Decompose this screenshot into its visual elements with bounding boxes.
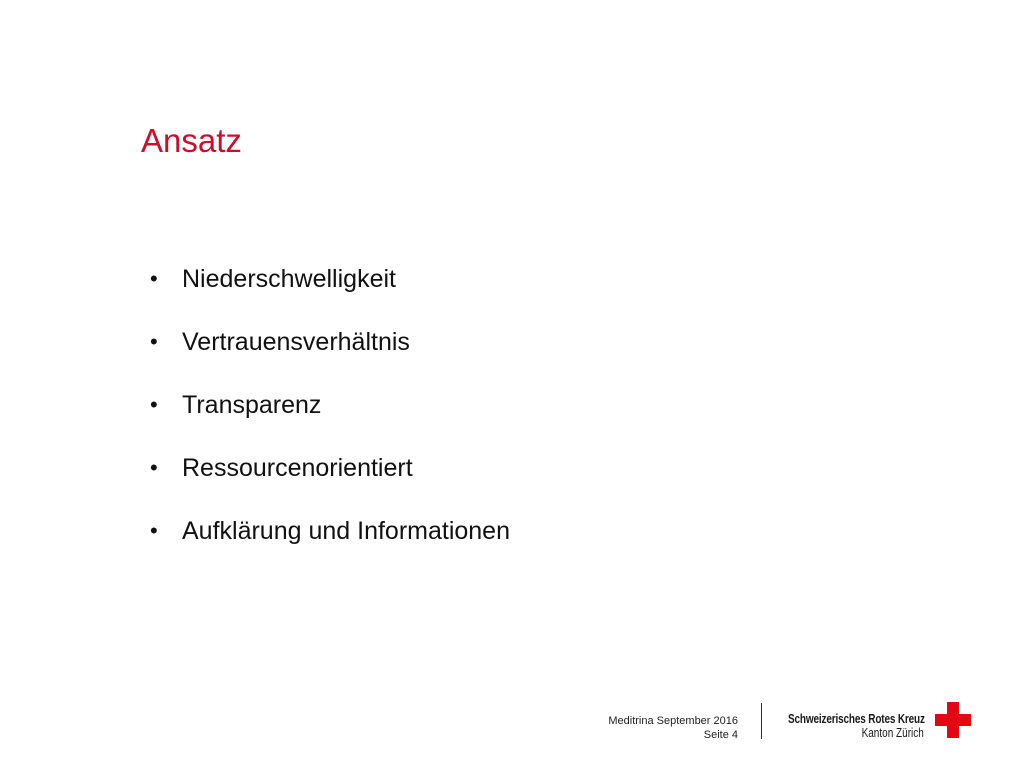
bullet-text: Niederschwelligkeit bbox=[182, 265, 396, 293]
bullet-marker: • bbox=[150, 392, 158, 417]
logo-region-name: Kanton Zürich bbox=[861, 726, 924, 740]
footer-event: Meditrina September 2016 bbox=[608, 715, 738, 727]
footer-divider bbox=[761, 703, 762, 739]
organization-logo bbox=[788, 712, 928, 744]
bullet-text: Ressourcenorientiert bbox=[182, 454, 413, 482]
red-cross-icon bbox=[935, 702, 971, 738]
logo-organization-name: Schweizerisches Rotes Kreuz bbox=[788, 712, 925, 726]
slide-title: Ansatz bbox=[141, 122, 242, 159]
bullet-marker: • bbox=[150, 518, 158, 543]
bullet-text: Aufklärung und Informationen bbox=[182, 517, 510, 545]
bullet-marker: • bbox=[150, 329, 158, 354]
footer-page-number: Seite 4 bbox=[703, 729, 738, 741]
bullet-text: Transparenz bbox=[182, 391, 322, 419]
bullet-marker: • bbox=[150, 455, 158, 480]
bullet-marker: • bbox=[150, 266, 158, 291]
bullet-text: Vertrauensverhältnis bbox=[182, 328, 410, 356]
footer-info bbox=[608, 714, 738, 742]
